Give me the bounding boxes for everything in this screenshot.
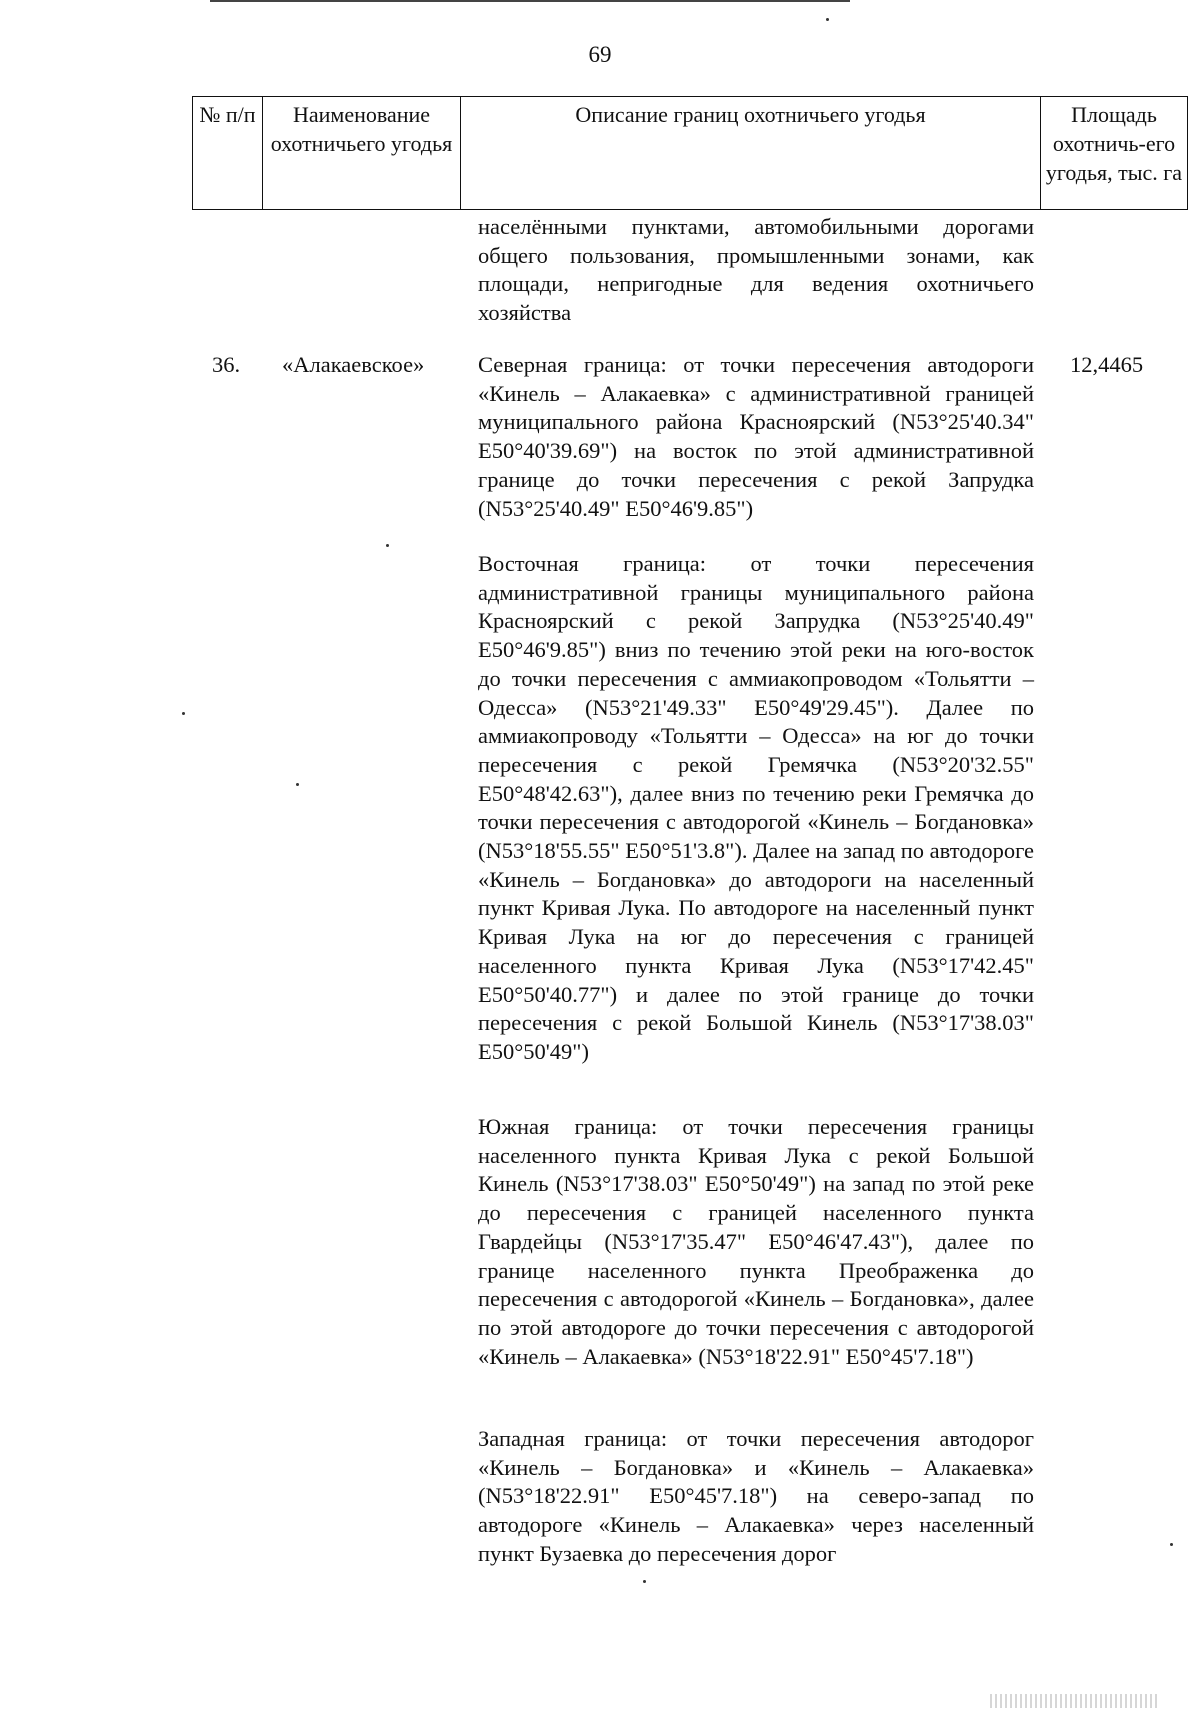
scan-smudge: [990, 1694, 1160, 1708]
scan-speck: [826, 18, 829, 21]
entry-area: 12,4465: [1070, 352, 1144, 377]
scan-speck: [643, 1580, 646, 1583]
header-col-area: Площадь охотничь-его угодья, тыс. га: [1045, 102, 1183, 185]
entry-number: 36.: [212, 352, 241, 377]
entry-name: «Алакаевское»: [282, 352, 425, 377]
scan-speck: [1170, 1543, 1173, 1546]
south-border-paragraph: Южная граница: от точки пересечения границы населенного пункта Кривая Лука с рекой Большой Кинель (N53°17'38.03" E50°50'49") на запад по этой реке до пересечения с границей населенного пункта Гвардейцы (N53°17'35.47" E50°46'47.43"), далее по границе населенного пункта Преображенка до пересечения с автодорогой «Кинель – Богдановка», далее по этой автодороге до точки пересечения с автодорогой «Кинель – Алакаевка» (N53°18'22.91" E50°45'7.18"): [478, 1114, 1034, 1369]
north-border-paragraph: Северная граница: от точки пересечения автодороги «Кинель – Алакаевка» с административной границей муниципального района Красноярский (N53°25'40.34" E50°40'39.69") на восток по этой административной границе до точки пересечения с рекой Запрудка (N53°25'40.49" E50°46'9.85"): [478, 352, 1034, 521]
continuation-text: населёнными пунктами, автомобильными дорогами общего пользования, промышленными зонами, как площади, непригодные для ведения охотничьего хозяйства: [478, 214, 1034, 326]
page-number: 69: [588, 42, 612, 67]
header-col-number: № п/п: [193, 97, 263, 209]
header-col-description: Описание границ охотничьего угодья: [461, 97, 1041, 209]
scan-edge-line: [210, 0, 850, 2]
west-border-paragraph: Западная граница: от точки пересечения автодорог «Кинель – Богдановка» и «Кинель – Алакаевка» (N53°18'22.91" E50°45'7.18") на северо-запад по автодороге «Кинель – Алакаевка» через населенный пункт Бузаевка до пересечения дорог: [478, 1426, 1034, 1566]
scan-speck: [182, 712, 185, 715]
scan-speck: [296, 783, 299, 786]
scan-speck: [386, 544, 389, 547]
table-header: [192, 96, 1188, 210]
east-border-paragraph: Восточная граница: от точки пересечения административной границы муниципального района Красноярский с рекой Запрудка (N53°25'40.49" E50°46'9.85") вниз по течению этой реки на юго-восток до точки пересечения с аммиакопроводом «Тольятти – Одесса» (N53°21'49.33" E50°49'29.45"). Далее по аммиакопроводу «Тольятти – Одесса» на юг до точки пересечения с рекой Гремячка (N53°20'32.55" E50°48'42.63"), далее вниз по течению реки Гремячка до точки пересечения с автодорогой «Кинель – Богдановка» (N53°18'55.55" E50°51'3.8"). Далее на запад по автодороге «Кинель – Богдановка» до автодороги на населенный пункт Кривая Лука. По автодороге на населенный пункт Кривая Лука на юг до пересечения с границей населенного пункта Кривая Лука (N53°17'42.45" E50°50'40.77") и далее по этой границе до точки пересечения с рекой Большой Кинель (N53°17'38.03" E50°50'49"): [478, 551, 1034, 1064]
header-col-name: Наименование охотничьего угодья: [263, 97, 461, 209]
